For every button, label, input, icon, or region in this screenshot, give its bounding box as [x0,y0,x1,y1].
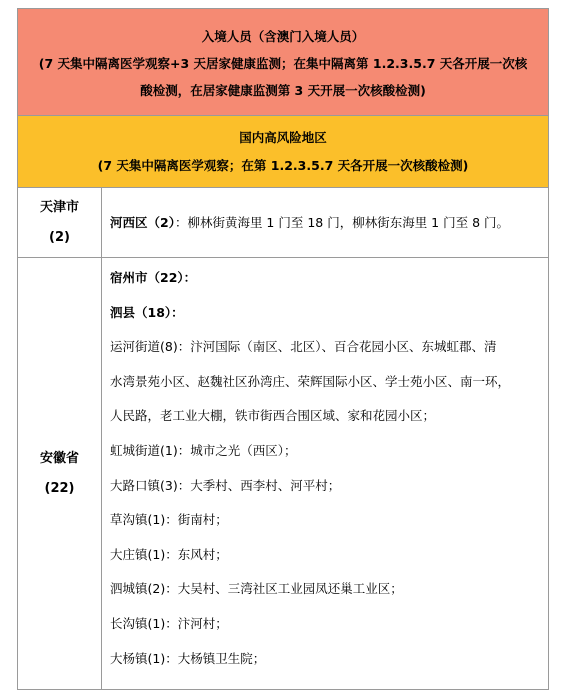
inbound-header-row [18,9,549,116]
table-row [18,188,549,258]
list-item: 长沟镇(1)：汴河村； [110,615,228,631]
list-item: 大庄镇(1)：东风村； [110,546,228,562]
city-heading: 宿州市（22）： [110,270,197,285]
province-name: 天津市 [39,199,79,215]
table-row [18,258,549,690]
domestic-rule: (7 天集中隔离医学观察；在第 1.2.3.5.7 天各开展一次核酸检测) [97,157,469,173]
inbound-title: 入境人员（含澳门入境人员） [201,28,365,44]
province-cell-tianjin [18,188,102,258]
domestic-header-cell [18,116,549,188]
province-cell-anhui [18,258,102,690]
list-item: 草沟镇(1)：街南村； [110,512,228,528]
county-heading: 泗县（18）： [110,304,184,320]
list-item: 大杨镇(1)：大杨镇卫生院； [110,650,266,666]
domestic-title: 国内高风险地区 [239,129,327,145]
inbound-header-cell [18,9,549,116]
list-item: 人民路，老工业大棚，铁市街西合围区域、家和花园小区； [110,408,436,424]
district-name: 河西区（2） [110,214,175,230]
district-detail: ：柳林街黄海里 1 门至 18 门，柳林街东海里 1 门至 8 门。 [174,214,510,230]
province-name: 安徽省 [39,450,79,466]
list-item: 运河街道(8)：汴河国际（南区、北区）、百合花园小区、东城虹郡、清 [110,339,497,355]
list-item: 水湾景苑小区、赵魏社区孙湾庄、荣辉国际小区、学士苑小区、南一环， [110,373,511,389]
list-item: 大路口镇(3)：大季村、西李村、河平村； [110,477,341,493]
inbound-rule-line-2: 酸检测，在居家健康监测第 3 天开展一次核酸检测) [140,82,426,98]
province-count: (2) [49,229,70,245]
area-cell-anhui [102,258,549,690]
list-item: 泗城镇(2)：大吴村、三湾社区工业园凤还巢工业区； [110,581,403,597]
risk-area-table [17,8,549,690]
province-count: (22) [44,480,75,496]
area-cell-tianjin [102,188,549,258]
domestic-header-row [18,116,549,188]
list-item: 虹城街道(1)：城市之光（西区）； [110,442,297,458]
inbound-rule-line-1: (7 天集中隔离医学观察+3 天居家健康监测；在集中隔离第 1.2.3.5.7 天各开展一次核 [38,55,528,71]
